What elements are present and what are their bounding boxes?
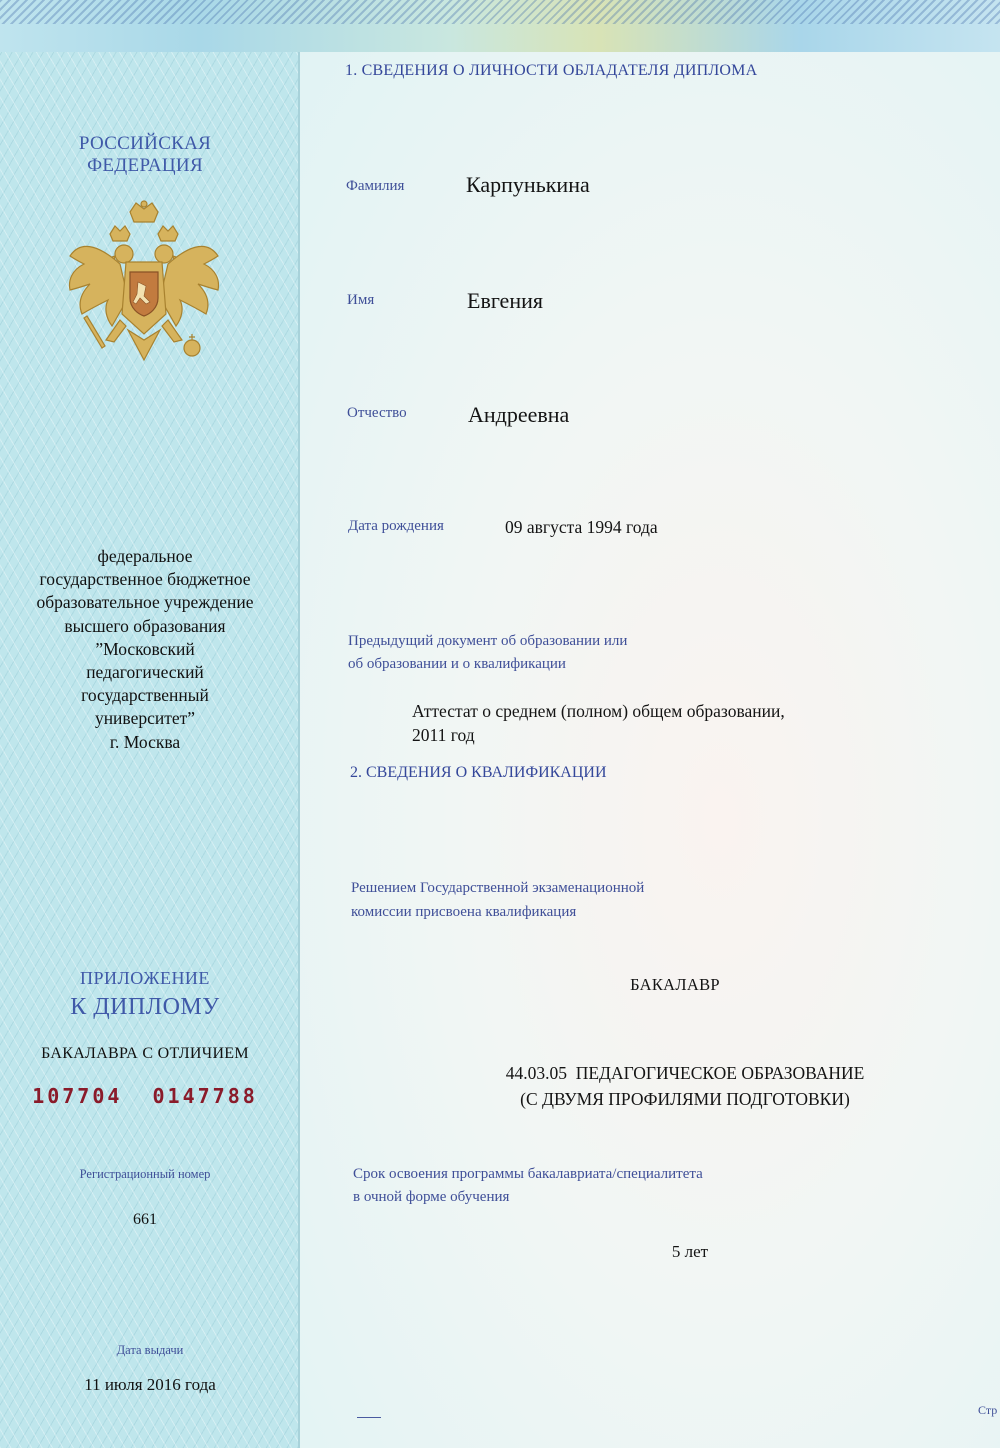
specialty-value — [420, 1060, 950, 1112]
coat-of-arms-emblem-icon — [62, 198, 227, 373]
degree-type: БАКАЛАВРА С ОТЛИЧИЕМ — [41, 1045, 249, 1062]
registration-number-label: Регистрационный номер — [79, 1167, 211, 1181]
country-title — [40, 133, 250, 177]
previous-document-label-line: об образовании и о квалификации — [348, 656, 566, 672]
guilloche-top-band — [0, 0, 1000, 52]
institution-line: университет” — [94, 708, 196, 729]
commission-decision-line: Решением Государственной экзаменационной — [351, 880, 645, 896]
footer-dash — [357, 1417, 381, 1418]
study-term-label — [353, 1163, 823, 1209]
appendix-title-line-2: К ДИПЛОМУ — [70, 994, 220, 1020]
birth-date-value: 09 августа 1994 года — [505, 517, 658, 537]
right-panel — [300, 52, 1000, 1448]
name-value: Евгения — [467, 288, 543, 313]
qualification-value: БАКАЛАВР — [630, 975, 720, 994]
previous-document-value-line: Аттестат о среднем (полном) общем образовании, — [412, 701, 785, 721]
institution-line: федеральное — [97, 546, 193, 566]
commission-decision-label — [351, 876, 771, 924]
country-line-2: ФЕДЕРАЦИЯ — [87, 155, 203, 176]
name-label: Имя — [347, 292, 375, 308]
birth-date-label: Дата рождения — [348, 518, 444, 534]
registration-number-value: 661 — [133, 1211, 157, 1228]
study-term-value: 5 лет — [671, 1242, 709, 1261]
study-term-label-line: в очной форме обучения — [353, 1189, 510, 1205]
institution-name — [0, 545, 290, 754]
previous-document-value-line: 2011 год — [412, 725, 475, 745]
serial-number: 107704 0147788 — [32, 1084, 258, 1108]
issue-date-label: Дата выдачи — [116, 1343, 184, 1357]
section-1-title: 1. СВЕДЕНИЯ О ЛИЧНОСТИ ОБЛАДАТЕЛЯ ДИПЛОМА — [345, 62, 758, 79]
patronymic-label: Отчество — [347, 405, 407, 421]
appendix-title-line-1: ПРИЛОЖЕНИЕ — [80, 968, 210, 988]
institution-line: государственное бюджетное — [39, 569, 251, 590]
institution-city: г. Москва — [109, 731, 181, 752]
institution-line: государственный — [81, 685, 209, 706]
country-line-1: РОССИЙСКАЯ — [78, 133, 212, 154]
patronymic-value: Андреевна — [468, 402, 570, 427]
surname-value: Карпунькина — [466, 172, 590, 197]
institution-line: образовательное учреждение — [36, 592, 254, 613]
previous-document-value — [412, 699, 862, 747]
page-number-mark: Стр — [978, 1403, 998, 1417]
section-2-title: 2. СВЕДЕНИЯ О КВАЛИФИКАЦИИ — [350, 764, 607, 781]
study-term-label-line: Срок освоения программы бакалавриата/специалитета — [353, 1166, 703, 1182]
previous-document-label — [348, 630, 768, 676]
commission-decision-line: комиссии присвоена квалификация — [351, 904, 577, 920]
specialty-line: (С ДВУМЯ ПРОФИЛЯМИ ПОДГОТОВКИ) — [520, 1089, 850, 1109]
issue-date-value: 11 июля 2016 года — [84, 1375, 216, 1394]
specialty-line: 44.03.05 ПЕДАГОГИЧЕСКОЕ ОБРАЗОВАНИЕ — [505, 1063, 865, 1083]
surname-label: Фамилия — [346, 178, 405, 194]
institution-line: педагогический — [86, 662, 204, 683]
previous-document-label-line: Предыдущий документ об образовании или — [348, 633, 628, 649]
institution-line: ”Московский — [95, 638, 195, 659]
institution-line: высшего образования — [64, 615, 226, 636]
